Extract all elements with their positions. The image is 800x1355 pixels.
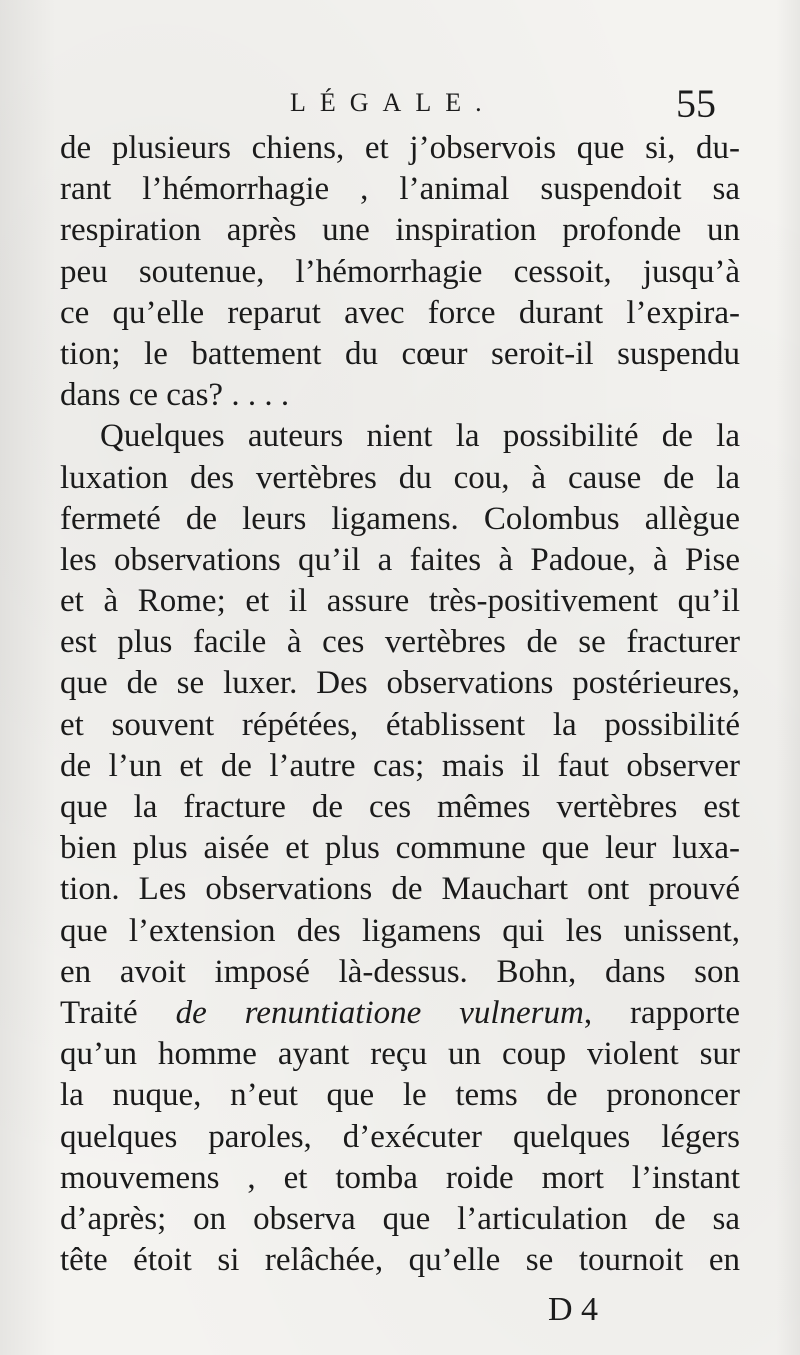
text-line: fermeté de leurs ligamens. Colombus allègue [60, 500, 740, 537]
text-line: les observations qu’il a faites à Padoue, à Pise [60, 541, 740, 578]
text-line: mouvemens , et tomba roide mort l’instant [60, 1159, 740, 1196]
text-line: qu’un homme ayant reçu un coup violent sur [60, 1036, 740, 1073]
running-head [0, 80, 800, 130]
text-line: ce qu’elle reparut avec force durant l’expira- [60, 294, 740, 331]
text-line: luxation des vertèbres du cou, à cause de la [60, 459, 740, 496]
page-gutter-shadow [0, 0, 56, 1355]
text-line: quelques paroles, d’exécuter quelques légers [60, 1118, 740, 1155]
page-number: 55 [676, 81, 716, 126]
text-line-with-italic-title: Traité de renuntiatione vulnerum, rapporte [60, 994, 740, 1031]
text-line: de l’un et de l’autre cas; mais il faut observer [60, 747, 740, 784]
text-line: que l’extension des ligamens qui les unissent, [60, 912, 740, 949]
text-line: et souvent répétées, établissent la possibilité [60, 706, 740, 743]
signature-mark: D 4 [548, 1291, 599, 1328]
text-line: respiration après une inspiration profonde un [60, 212, 740, 249]
text-line: que de se luxer. Des observations postérieures, [60, 665, 740, 702]
text-line: tion; le battement du cœur seroit-il suspendu [60, 335, 740, 372]
text-line: est plus facile à ces vertèbres de se fracturer [60, 624, 740, 661]
text-line: tête étoit si relâchée, qu’elle se tournoit en [60, 1242, 740, 1279]
text-line: bien plus aisée et plus commune que leur luxa- [60, 830, 740, 867]
text-line: et à Rome; et il assure très-positivement qu’il [60, 583, 740, 620]
text-line: rant l’hémorrhagie , l’animal suspendoit sa [60, 171, 740, 208]
text-line: en avoit imposé là-dessus. Bohn, dans son [60, 953, 740, 990]
text-line: peu soutenue, l’hémorrhagie cessoit, jusqu’à [60, 253, 740, 290]
text-line: la nuque, n’eut que le tems de prononcer [60, 1077, 740, 1114]
body-text [60, 128, 740, 1281]
page-edge-shadow [776, 0, 800, 1355]
text-line: d’après; on observa que l’articulation de sa [60, 1200, 740, 1237]
italic-book-title: de renuntiatione vulnerum [175, 994, 584, 1031]
running-title: LÉGALE. [290, 88, 496, 117]
paragraph-end-line: dans ce cas? . . . . [60, 377, 290, 414]
paragraph-start-line: Quelques auteurs nient la possibilité de la [100, 418, 740, 455]
text-line: que la fracture de ces mêmes vertèbres est [60, 789, 740, 825]
text-line: tion. Les observations de Mauchart ont prouvé [60, 871, 740, 908]
text-line: de plusieurs chiens, et j’observois que si, du- [60, 130, 740, 166]
